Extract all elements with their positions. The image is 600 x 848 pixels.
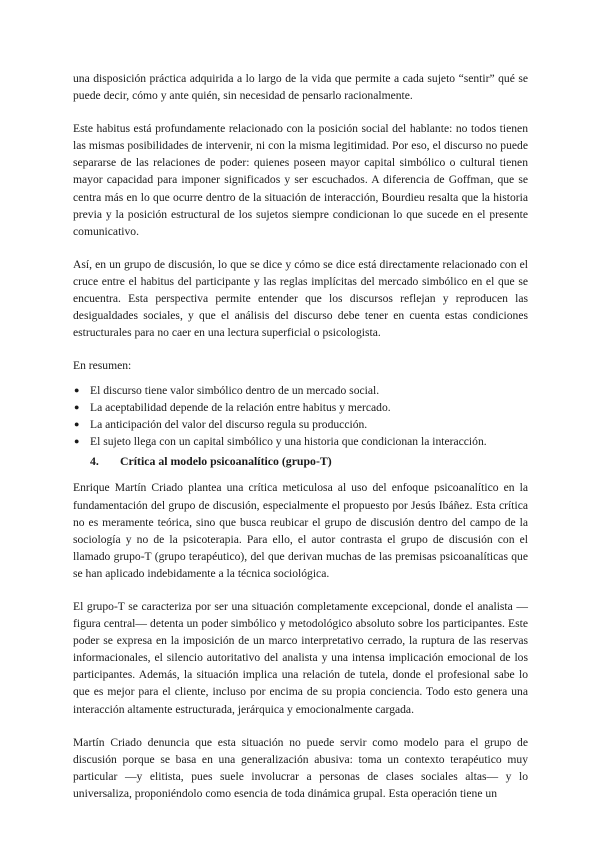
bullet-icon: ● xyxy=(74,402,80,413)
paragraph-martin-criado-critique: Enrique Martín Criado plantea una crítica meticulosa al uso del enfoque psicoanalítico en la fundamentación del grupo de discusión, especialmente el propuesto por Jesús Ibáñez. Esta crítica no es meramente teórica, sino que busca reubicar el grupo de discusión dentro del campo de la sociología y no de la psicoterapia. Para ello, el autor contrasta el grupo de discusión con el llamado grupo-T (grupo terapéutico), del que derivan muchas de las premisas psicoanalíticas que se han aplicado indebidamente a la técnica sociológica. xyxy=(73,481,528,580)
paragraph-summary-lead: En resumen: xyxy=(73,359,132,373)
list-item xyxy=(73,399,528,416)
bullet-icon: ● xyxy=(74,385,80,396)
page-content xyxy=(73,70,528,802)
paragraph-grupo-t: El grupo-T se caracteriza por ser una situación completamente excepcional, donde el analista —figura central— detenta un poder simbólico y metodológico absoluto sobre los participantes. Este poder se expresa en la imposición de un marco interpretativo cerrado, la ruptura de las reservas informacionales, el silencio autoritativo del analista y una intensa implicación emocional de los participantes. Además, la situación implica una relación de tutela, donde el profesional sabe lo que es mejor para el cliente, incluso por encima de su propia conciencia. Todo esto genera una interacción altamente estructurada, jerárquica y emocionalmente cargada. xyxy=(73,599,528,716)
bullet-icon: ● xyxy=(74,419,80,430)
section-heading xyxy=(73,451,528,471)
paragraph-habitus-intro: una disposición práctica adquirida a lo largo de la vida que permite a cada sujeto “sentir” qué se puede decir, cómo y ante quién, sin necesidad de pensarlo racionalmente. xyxy=(73,72,528,103)
paragraph-habitus-position: Este habitus está profundamente relacionado con la posición social del hablante: no todos tienen las mismas posibilidades de intervenir, ni con la misma legitimidad. Por eso, el discurso no puede separarse de las relaciones de poder: quienes poseen mayor capital simbólico o cultural tienen mayor capacidad para imponer significados y ser escuchados. A diferencia de Goffman, que se centra más en lo que ocurre dentro de la situación de interacción, Bourdieu resalta que la historia previa y la posición estructural de los sujetos siempre condicionan lo que sucede en el presente comunicativo. xyxy=(73,122,528,238)
list-item-text: La anticipación del valor del discurso regula su producción. xyxy=(90,418,368,432)
list-item xyxy=(73,433,528,450)
paragraph-discussion-group: Así, en un grupo de discusión, lo que se dice y cómo se dice está directamente relacionado con el cruce entre el habitus del participante y las reglas implícitas del mercado simbólico en el que se encuentra. Esta perspectiva permite entender que los discursos reflejan y reproducen las desigualdades sociales, y que el análisis del discurso debe tener en cuenta estas condiciones estructurales para no caer en una lectura superficial o psicologista. xyxy=(73,257,528,340)
paragraph-generalization: Martín Criado denuncia que esta situación no puede servir como modelo para el grupo de discusión porque se basa en una generalización abusiva: toma un contexto terapéutico muy particular —y elitista, pues suele involucrar a personas de clases sociales altas— y lo universaliza, proponiéndolo como esencia de toda dinámica grupal. Esta operación tiene un xyxy=(73,735,528,800)
section-title: Crítica al modelo psicoanalítico (grupo-T) xyxy=(120,454,332,469)
summary-list xyxy=(73,382,528,450)
list-item xyxy=(73,382,528,399)
bullet-icon: ● xyxy=(74,436,80,447)
list-item-text: El sujeto llega con un capital simbólico y una historia que condicionan la interacción. xyxy=(90,435,487,449)
list-item xyxy=(73,416,528,433)
list-item-text: El discurso tiene valor simbólico dentro de un mercado social. xyxy=(90,384,380,398)
section-number: 4. xyxy=(90,454,99,469)
list-item-text: La aceptabilidad depende de la relación entre habitus y mercado. xyxy=(90,401,391,415)
